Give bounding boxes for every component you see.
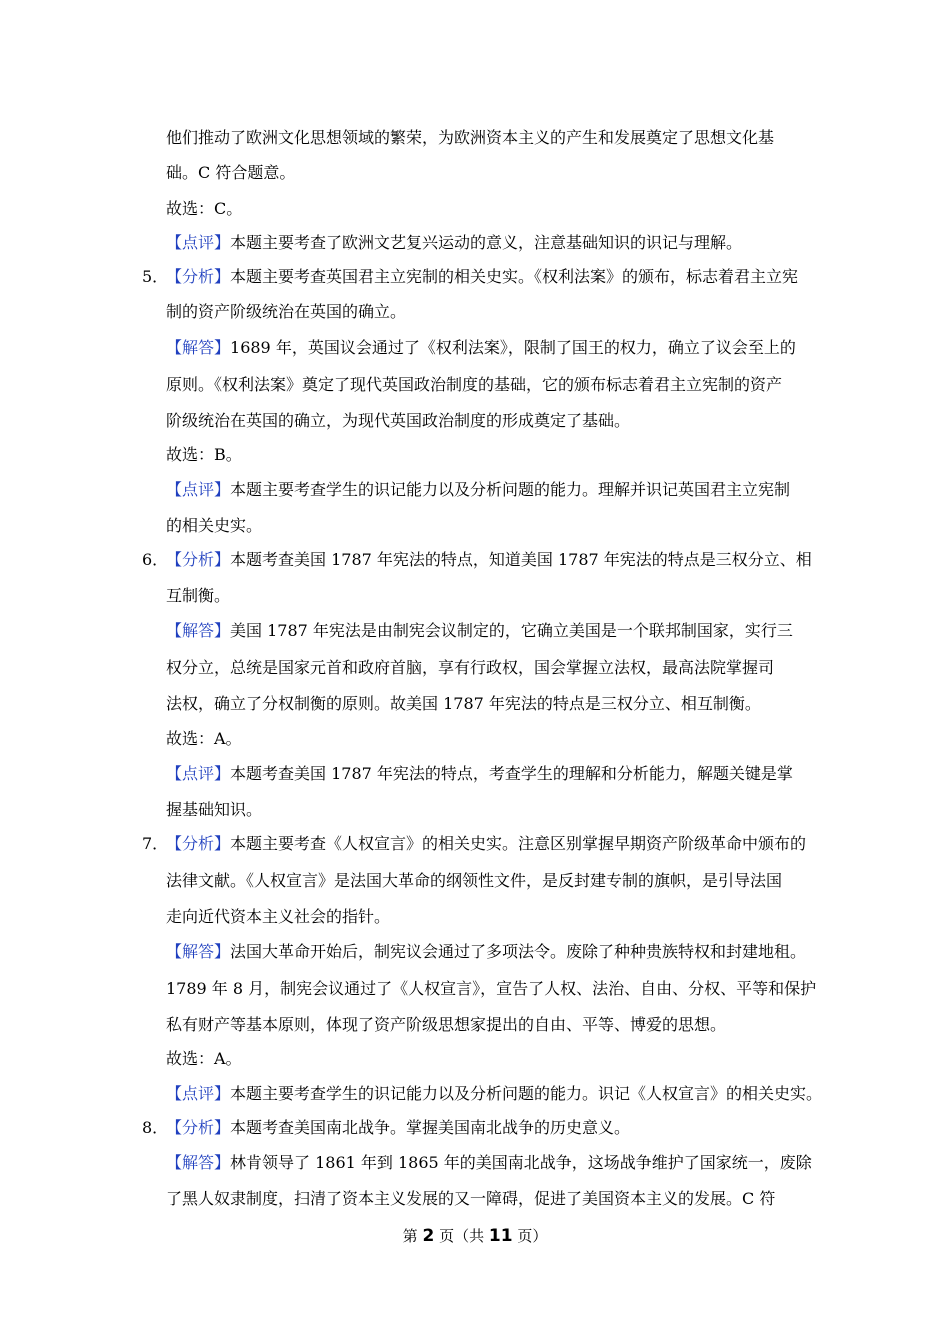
- analysis-tag: 【分析】: [166, 267, 231, 286]
- footer-total-pages: 11: [488, 1226, 513, 1246]
- q6-number: 6．: [142, 550, 169, 569]
- q7-analysis-line-3: 走向近代资本主义社会的指针。: [166, 907, 391, 926]
- page-footer: [0, 1226, 950, 1246]
- q5-review: [166, 480, 790, 500]
- q5-analysis: [166, 267, 798, 287]
- q4-review: [166, 233, 742, 253]
- q7-choice: 故选：A。: [166, 1049, 242, 1068]
- q8-number: 8．: [142, 1118, 169, 1137]
- q5-review-line-2: 的相关史实。: [166, 516, 263, 535]
- footer-prefix: 第: [402, 1227, 418, 1245]
- review-tag: 【点评】: [166, 1084, 231, 1103]
- footer-middle: 页（共: [439, 1227, 485, 1245]
- review-tag: 【点评】: [166, 233, 231, 252]
- q7-review: [166, 1084, 822, 1104]
- q6-answer-line-2: 权分立，总统是国家元首和政府首脑，享有行政权，国会掌握立法权，最高法院掌握司: [166, 658, 775, 677]
- q7-analysis-text: 本题主要考查《人权宣言》的相关史实。注意区别掌握早期资产阶级革命中颁布的: [230, 834, 807, 853]
- q7-answer-text: 法国大革命开始后，制宪议会通过了多项法令。废除了种种贵族特权和封建地租。: [230, 942, 807, 961]
- q6-review-text: 本题考查美国 1787 年宪法的特点，考查学生的理解和分析能力，解题关键是掌: [230, 764, 793, 783]
- q7-answer: [166, 942, 806, 962]
- q7-answer-line-2: 1789 年 8 月，制宪会议通过了《人权宣言》，宣告了人权、法治、自由、分权、平等和保护: [166, 979, 817, 998]
- answer-tag: 【解答】: [166, 1153, 231, 1172]
- q8-analysis: [166, 1118, 630, 1138]
- q6-analysis: [166, 550, 812, 570]
- analysis-tag: 【分析】: [166, 550, 231, 569]
- q6-choice: 故选：A。: [166, 729, 242, 748]
- q7-answer-line-3: 私有财产等基本原则，体现了资产阶级思想家提出的自由、平等、博爱的思想。: [166, 1015, 727, 1034]
- q5-answer-line-3: 阶级统治在英国的确立，为现代英国政治制度的形成奠定了基础。: [166, 411, 631, 430]
- q7-number: 7．: [142, 834, 169, 853]
- analysis-tag: 【分析】: [166, 834, 231, 853]
- q5-number: 5．: [142, 267, 169, 286]
- q5-answer: [166, 338, 796, 358]
- q8-analysis-text: 本题考查美国南北战争。掌握美国南北战争的历史意义。: [230, 1118, 631, 1137]
- footer-suffix: 页）: [517, 1227, 548, 1245]
- review-tag: 【点评】: [166, 480, 231, 499]
- q8-answer-line-2: 了黑人奴隶制度，扫清了资本主义发展的又一障碍，促进了美国资本主义的发展。C 符: [166, 1189, 776, 1208]
- q8-answer: [166, 1153, 812, 1173]
- q4-text-line-1: 他们推动了欧洲文化思想领域的繁荣，为欧洲资本主义的产生和发展奠定了思想文化基: [166, 128, 775, 147]
- q5-choice: 故选：B。: [166, 445, 242, 464]
- q5-answer-text: 1689 年，英国议会通过了《权利法案》，限制了国王的权力，确立了议会至上的: [230, 338, 796, 357]
- q5-analysis-text: 本题主要考查英国君主立宪制的相关史实。《权利法案》的颁布，标志着君主立宪: [230, 267, 799, 286]
- q6-analysis-text: 本题考查美国 1787 年宪法的特点，知道美国 1787 年宪法的特点是三权分立、相: [230, 550, 812, 569]
- review-tag: 【点评】: [166, 764, 231, 783]
- q5-answer-line-2: 原则。《权利法案》奠定了现代英国政治制度的基础，它的颁布标志着君主立宪制的资产: [166, 375, 783, 394]
- q6-analysis-line-2: 互制衡。: [166, 586, 231, 605]
- q7-review-text: 本题主要考查学生的识记能力以及分析问题的能力。识记《人权宣言》的相关史实。: [230, 1084, 823, 1103]
- q5-analysis-line-2: 制的资产阶级统治在英国的确立。: [166, 302, 407, 321]
- q7-analysis: [166, 834, 806, 854]
- q4-text-line-2: 础。C 符合题意。: [166, 163, 296, 182]
- q5-review-text: 本题主要考查学生的识记能力以及分析问题的能力。理解并识记英国君主立宪制: [230, 480, 791, 499]
- q6-review: [166, 764, 793, 784]
- q6-answer-text: 美国 1787 年宪法是由制宪会议制定的，它确立美国是一个联邦制国家，实行三: [230, 621, 793, 640]
- q4-choice: 故选：C。: [166, 199, 243, 218]
- q6-answer-line-3: 法权，确立了分权制衡的原则。故美国 1787 年宪法的特点是三权分立、相互制衡。: [166, 694, 761, 713]
- q4-review-text: 本题主要考查了欧洲文艺复兴运动的意义，注意基础知识的识记与理解。: [230, 233, 743, 252]
- q7-analysis-line-2: 法律文献。《人权宣言》是法国大革命的纲领性文件，是反封建专制的旗帜，是引导法国: [166, 871, 783, 890]
- q6-review-line-2: 握基础知识。: [166, 800, 263, 819]
- q6-answer: [166, 621, 793, 641]
- answer-tag: 【解答】: [166, 621, 231, 640]
- analysis-tag: 【分析】: [166, 1118, 231, 1137]
- q8-answer-text: 林肯领导了 1861 年到 1865 年的美国南北战争，这场战争维护了国家统一，废除: [230, 1153, 812, 1172]
- answer-tag: 【解答】: [166, 942, 231, 961]
- answer-tag: 【解答】: [166, 338, 231, 357]
- footer-page-number: 2: [422, 1226, 435, 1246]
